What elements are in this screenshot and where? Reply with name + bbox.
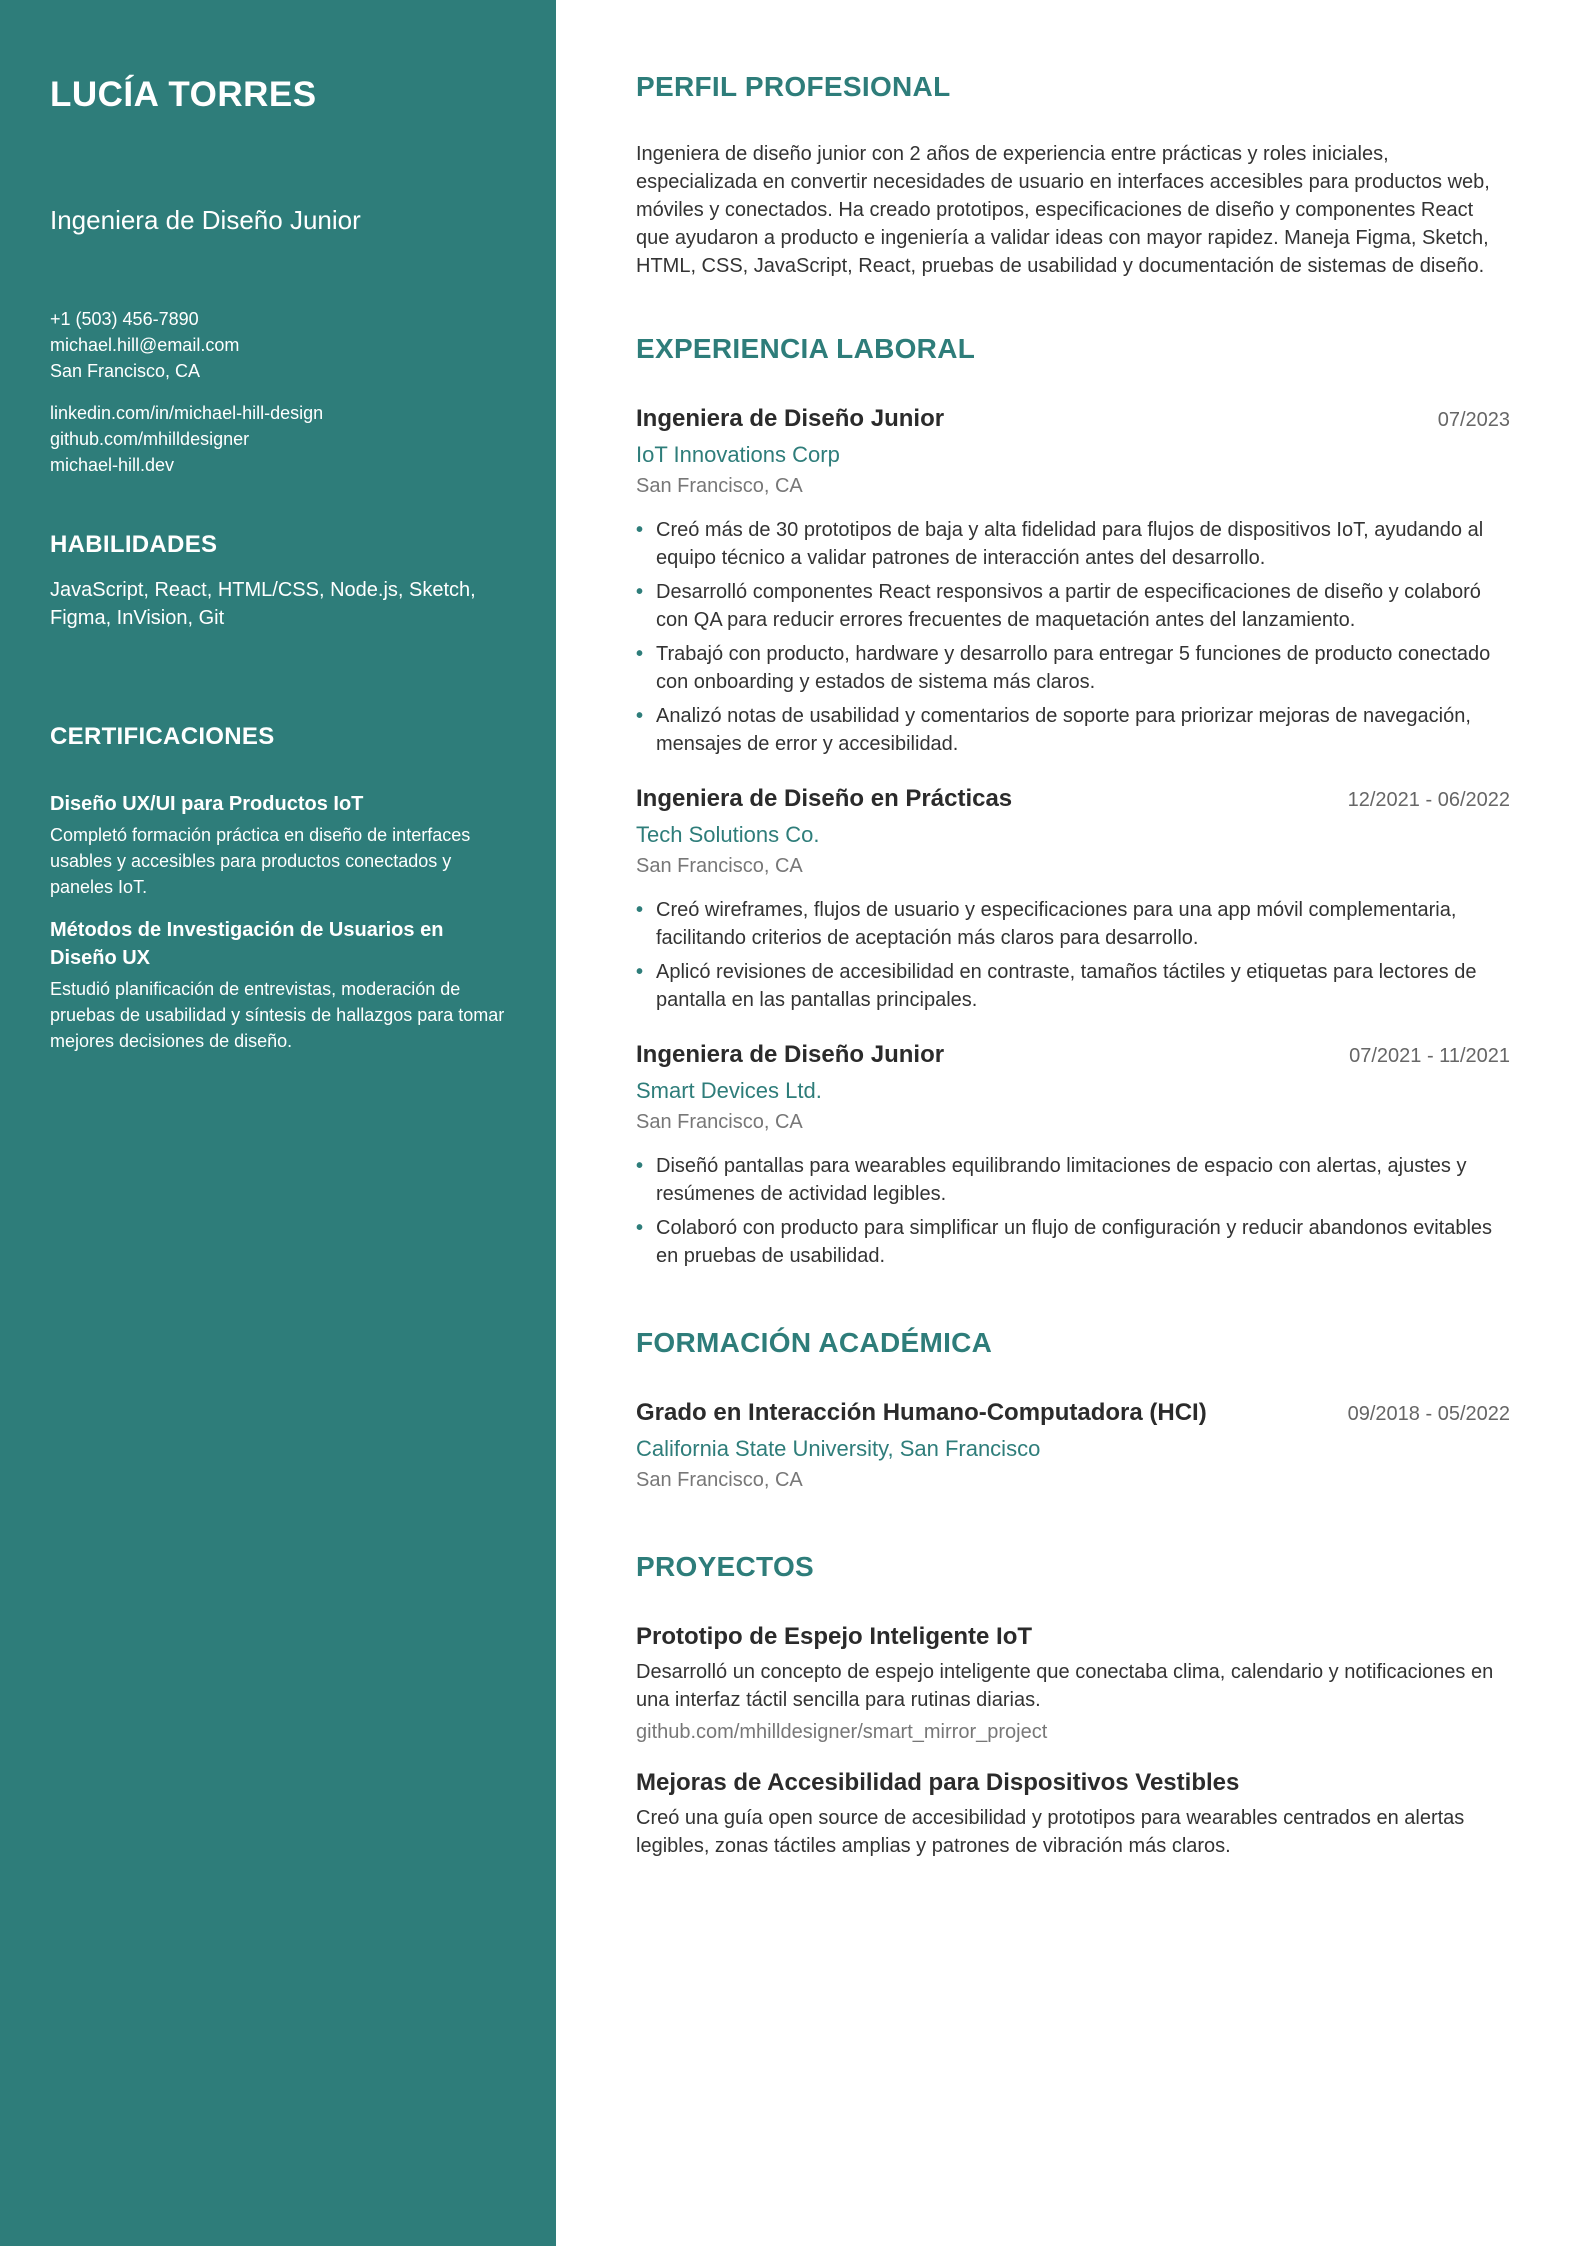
contact-info <box>50 306 506 384</box>
job-title: Ingeniera de Diseño en Prácticas <box>636 785 1013 812</box>
project-entry <box>636 1622 1510 1746</box>
job-header <box>636 404 1510 434</box>
sidebar <box>0 0 556 2246</box>
job-title: Ingeniera de Diseño Junior <box>636 1041 945 1068</box>
job-date: 07/2023 <box>1437 409 1510 431</box>
project-entry <box>636 1768 1510 1860</box>
main-content <box>556 0 1588 2246</box>
project-title: Prototipo de Espejo Inteligente IoT <box>636 1623 1033 1650</box>
certification-item <box>50 790 506 900</box>
profile-links <box>50 400 506 478</box>
certification-item <box>50 916 506 1054</box>
job-header <box>636 1040 1510 1070</box>
certification-title: Métodos de Investigación de Usuarios en Diseño UX <box>50 919 444 969</box>
job-location: San Francisco, CA <box>636 855 803 877</box>
job-entry <box>636 404 1510 758</box>
candidate-role: Ingeniera de Diseño Junior <box>50 205 361 235</box>
phone: +1 (503) 456-7890 <box>50 309 199 329</box>
skills-heading: HABILIDADES <box>50 531 218 558</box>
job-entry <box>636 1040 1510 1270</box>
profile-heading: PERFIL PROFESIONAL <box>636 71 951 102</box>
job-bullets <box>636 516 1510 758</box>
job-company: Smart Devices Ltd. <box>636 1078 822 1103</box>
bullet-item: • Analizó notas de usabilidad y comentarios de soporte para priorizar mejoras de navegación, mensajes de error y accesibilidad. <box>636 702 1510 758</box>
location: San Francisco, CA <box>50 361 201 381</box>
bullet-item: • Desarrolló componentes React responsivos a partir de especificaciones de diseño y colaboró con QA para reducir errores frecuentes de maquetación antes del lanzamiento. <box>636 578 1510 634</box>
job-title: Ingeniera de Diseño Junior <box>636 405 945 432</box>
linkedin-link[interactable]: linkedin.com/in/michael-hill-design <box>50 403 324 423</box>
bullet-item: • Creó más de 30 prototipos de baja y alta fidelidad para flujos de dispositivos IoT, ayudando al equipo técnico a validar patrones de interacción antes del desarrollo. <box>636 516 1510 572</box>
email[interactable]: michael.hill@email.com <box>50 335 240 355</box>
school-location: San Francisco, CA <box>636 1469 803 1491</box>
bullet-item: • Creó wireframes, flujos de usuario y especificaciones para una app móvil complementaria, facilitando criterios de aceptación más claros para desarrollo. <box>636 896 1510 952</box>
job-bullets <box>636 896 1510 1014</box>
degree-title: Grado en Interacción Humano-Computadora (HCI) <box>636 1399 1207 1426</box>
job-header <box>636 784 1510 814</box>
profile-summary: Ingeniera de diseño junior con 2 años de experiencia entre prácticas y roles iniciales, especializada en convertir necesidades de usuario en interfaces accesibles para productos web, móviles y conectados. Ha creado prototipos, especificaciones de diseño y componentes React que ayudaron a producto e ingeniería a validar ideas con mayor rapidez. Maneja Figma, Sketch, HTML, CSS, JavaScript, React, pruebas de usabilidad y documentación de sistemas de diseño. <box>636 143 1490 277</box>
job-date: 12/2021 - 06/2022 <box>1347 789 1510 811</box>
job-date: 07/2021 - 11/2021 <box>1349 1045 1510 1067</box>
job-location: San Francisco, CA <box>636 475 803 497</box>
education-heading: FORMACIÓN ACADÉMICA <box>636 1327 993 1358</box>
job-company: Tech Solutions Co. <box>636 822 820 847</box>
bullet-item: • Aplicó revisiones de accesibilidad en contraste, tamaños táctiles y etiquetas para lectores de pantalla en las pantallas principales. <box>636 958 1510 1014</box>
website-link[interactable]: michael-hill.dev <box>50 455 175 475</box>
job-location: San Francisco, CA <box>636 1111 803 1133</box>
bullet-item: • Trabajó con producto, hardware y desarrollo para entregar 5 funciones de producto conectado con onboarding y estados de sistema más claros. <box>636 640 1510 696</box>
bullet-item: • Diseñó pantallas para wearables equilibrando limitaciones de espacio con alertas, ajustes y resúmenes de actividad legibles. <box>636 1152 1510 1208</box>
education-header <box>636 1398 1510 1428</box>
job-company: IoT Innovations Corp <box>636 442 840 467</box>
job-bullets <box>636 1152 1510 1270</box>
certification-description: Estudió planificación de entrevistas, moderación de pruebas de usabilidad y síntesis de hallazgos para tomar mejores decisiones de diseño. <box>50 979 505 1051</box>
certifications-list <box>50 790 506 1054</box>
github-link[interactable]: github.com/mhilldesigner <box>50 429 250 449</box>
projects-heading: PROYECTOS <box>636 1551 815 1582</box>
education-entry <box>636 1398 1510 1494</box>
job-entry <box>636 784 1510 1014</box>
school-name: California State University, San Francisco <box>636 1436 1041 1461</box>
education-date: 09/2018 - 05/2022 <box>1347 1403 1510 1425</box>
project-description: Creó una guía open source de accesibilidad y prototipos para wearables centrados en alertas legibles, zonas táctiles amplias y patrones de vibración más claros. <box>636 1807 1465 1857</box>
projects-list <box>636 1622 1510 1860</box>
project-link[interactable]: github.com/mhilldesigner/smart_mirror_project <box>636 1721 1048 1743</box>
certification-description: Completó formación práctica en diseño de interfaces usables y accesibles para productos conectados y paneles IoT. <box>50 825 471 897</box>
certification-title: Diseño UX/UI para Productos IoT <box>50 793 364 815</box>
project-description: Desarrolló un concepto de espejo inteligente que conectaba clima, calendario y notificaciones en una interfaz táctil sencilla para rutinas diarias. <box>636 1661 1494 1711</box>
skills-list: JavaScript, React, HTML/CSS, Node.js, Sketch, Figma, InVision, Git <box>50 579 476 629</box>
project-title: Mejoras de Accesibilidad para Dispositivos Vestibles <box>636 1769 1240 1796</box>
bullet-item: • Colaboró con producto para simplificar un flujo de configuración y reducir abandonos evitables en pruebas de usabilidad. <box>636 1214 1510 1270</box>
candidate-name: LUCÍA TORRES <box>50 75 317 114</box>
certifications-heading: CERTIFICACIONES <box>50 723 275 750</box>
experience-heading: EXPERIENCIA LABORAL <box>636 333 976 364</box>
